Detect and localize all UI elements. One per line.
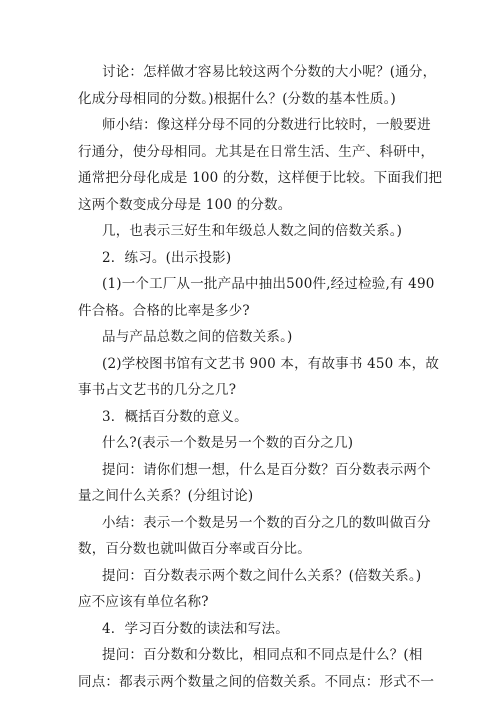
text-line: 事书占文艺书的几分之几? <box>78 382 237 398</box>
text-line: 提问：百分数和分数比，相同点和不同点是什么？(相 <box>102 647 423 663</box>
text-line: 2．练习。(出示投影) <box>102 250 232 266</box>
text-line: 量之间什么关系？(分组讨论) <box>78 488 254 504</box>
text-line: 小结：表示一个数是另一个数的百分之几的数叫做百分 <box>102 515 431 531</box>
text-line: 品与产品总数之间的倍数关系。) <box>102 329 293 345</box>
text-line: 同点：都表示两个数量之间的倍数关系。不同点：形式不一 <box>78 674 435 690</box>
text-line: 数，百分数也就叫做百分率或百分比。 <box>78 541 311 557</box>
text-line: 3．概括百分数的意义。 <box>102 409 248 425</box>
text-line: 4．学习百分数的读法和写法。 <box>102 621 289 637</box>
text-line: 通常把分母化成是 100 的分数，这样便于比较。下面我们把 <box>78 170 443 186</box>
text-line: 几，也表示三好生和年级总人数之间的倍数关系。) <box>102 223 403 239</box>
text-line: 行通分，使分母相同。尤其是在日常生活、生产、科研中， <box>78 144 435 160</box>
text-line: 提问：百分数表示两个数之间什么关系？(倍数关系。) <box>102 568 422 584</box>
text-line: (1)一个工厂从一批产品中抽出500件,经过检验,有 490 <box>102 276 435 292</box>
text-line: 讨论：怎样做才容易比较这两个分数的大小呢？(通分， <box>102 64 437 80</box>
text-line: 这两个数变成分母是 100 的分数。 <box>78 197 292 213</box>
text-line: 师小结：像这样分母不同的分数进行比较时，一般要进 <box>102 117 431 133</box>
text-line: 什么?(表示一个数是另一个数的百分之几) <box>102 435 354 451</box>
text-line: (2)学校图书馆有文艺书 900 本，有故事书 450 本，故 <box>102 356 440 372</box>
text-line: 件合格。合格的比率是多少? <box>78 303 250 319</box>
text-line: 应不应该有单位名称? <box>78 594 209 610</box>
text-line: 化成分母相同的分数。)根据什么？(分数的基本性质。) <box>78 91 396 107</box>
text-line: 提问：请你们想一想，什么是百分数？百分数表示两个 <box>102 462 431 478</box>
